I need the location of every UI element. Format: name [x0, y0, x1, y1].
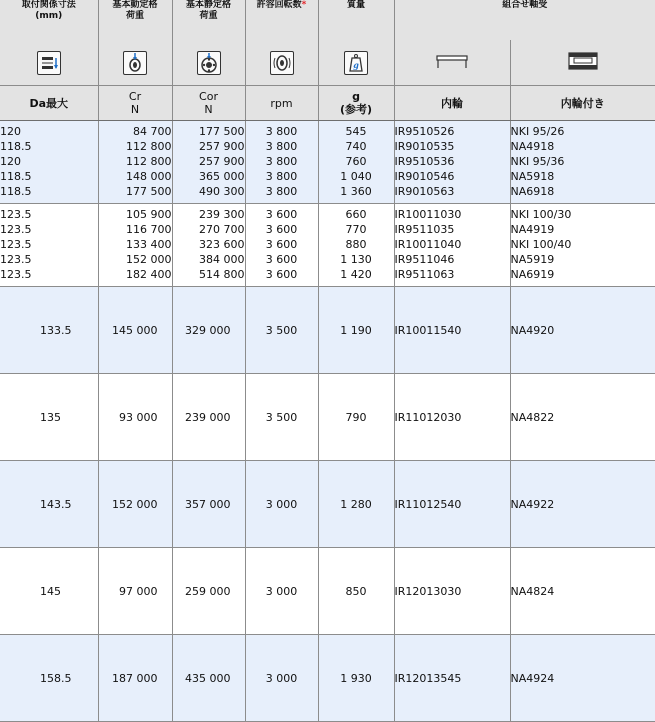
cell-speed: 3 800	[245, 139, 318, 154]
cell-cr: 177 500	[98, 184, 172, 204]
cell-speed: 3 800	[245, 121, 318, 140]
cell-mass: 1 040	[318, 169, 394, 184]
cell-cr: 84 700	[98, 121, 172, 140]
table-body	[0, 121, 655, 722]
cell-inner-ring: IR9510526	[394, 121, 510, 140]
cell-cor: 177 500	[172, 121, 245, 140]
unit-da-max: Da最大	[0, 86, 98, 121]
cell-mass: 760	[318, 154, 394, 169]
cell-cr: 152 000	[98, 252, 172, 267]
header-icon-cell-2	[98, 40, 172, 86]
cell-with-inner-ring: NKI 95/36	[510, 154, 655, 169]
cell-speed: 3 000	[245, 635, 318, 722]
header-speed: 許容回転数*	[245, 0, 318, 40]
header-icon-cell-1	[0, 40, 98, 86]
unit-mass: g (参考)	[318, 86, 394, 121]
cell-mass: 1 930	[318, 635, 394, 722]
cell-mass: 1 280	[318, 461, 394, 548]
table-row	[0, 204, 655, 223]
speed-icon	[270, 51, 294, 75]
cell-cr: 112 800	[98, 139, 172, 154]
table-header	[0, 0, 655, 121]
table-row	[0, 121, 655, 140]
table-row	[0, 169, 655, 184]
cell-inner-ring: IR11012030	[394, 374, 510, 461]
cell-inner-ring: IR10011540	[394, 287, 510, 374]
cell-with-inner-ring: NA4918	[510, 139, 655, 154]
table-row	[0, 267, 655, 287]
cell-speed: 3 000	[245, 461, 318, 548]
cell-da-max: 123.5	[0, 222, 98, 237]
table-row	[0, 461, 655, 548]
inner-ring-icon	[435, 52, 469, 74]
cell-cr: 133 400	[98, 237, 172, 252]
cell-with-inner-ring: NKI 100/30	[510, 204, 655, 223]
cell-cor: 239 000	[172, 374, 245, 461]
cell-speed: 3 800	[245, 169, 318, 184]
unit-inner-ring: 内輪	[394, 86, 510, 121]
cell-with-inner-ring: NA6918	[510, 184, 655, 204]
cell-with-inner-ring: NA6919	[510, 267, 655, 287]
cell-inner-ring: IR9010546	[394, 169, 510, 184]
header-mass: 質量	[318, 0, 394, 40]
cell-cor: 257 900	[172, 154, 245, 169]
cell-cor: 270 700	[172, 222, 245, 237]
table-row	[0, 252, 655, 267]
cell-da-max: 145	[0, 548, 98, 635]
cell-cor: 435 000	[172, 635, 245, 722]
cell-mass: 1 130	[318, 252, 394, 267]
cell-cor: 259 000	[172, 548, 245, 635]
cell-mass: 850	[318, 548, 394, 635]
cell-with-inner-ring: NA4920	[510, 287, 655, 374]
cell-inner-ring: IR11012540	[394, 461, 510, 548]
header-combined-bearing: 組合せ軸受	[394, 0, 655, 40]
cell-inner-ring: IR9511063	[394, 267, 510, 287]
cell-cor: 514 800	[172, 267, 245, 287]
table-row	[0, 374, 655, 461]
cell-da-max: 118.5	[0, 184, 98, 204]
unit-with-inner-ring: 内輪付き	[510, 86, 655, 121]
cell-mass: 740	[318, 139, 394, 154]
cell-cr: 145 000	[98, 287, 172, 374]
cell-speed: 3 600	[245, 237, 318, 252]
cell-with-inner-ring: NA4924	[510, 635, 655, 722]
cell-mass: 1 360	[318, 184, 394, 204]
bearing-with-inner-ring-icon	[566, 51, 600, 75]
cell-cr: 112 800	[98, 154, 172, 169]
cell-cor: 365 000	[172, 169, 245, 184]
svg-text:g: g	[353, 59, 359, 70]
cell-cor: 329 000	[172, 287, 245, 374]
cell-mass: 770	[318, 222, 394, 237]
cell-inner-ring: IR10011040	[394, 237, 510, 252]
cell-da-max: 123.5	[0, 252, 98, 267]
cell-cor: 357 000	[172, 461, 245, 548]
header-icon-cell-4	[245, 40, 318, 86]
header-icon-cell-5	[318, 40, 394, 86]
cell-da-max: 120	[0, 121, 98, 140]
cell-da-max: 123.5	[0, 204, 98, 223]
static-load-icon	[197, 51, 221, 75]
cell-with-inner-ring: NKI 100/40	[510, 237, 655, 252]
table-row	[0, 635, 655, 722]
cell-cr: 116 700	[98, 222, 172, 237]
cell-inner-ring: IR9010563	[394, 184, 510, 204]
cell-speed: 3 500	[245, 287, 318, 374]
cell-inner-ring: IR9511035	[394, 222, 510, 237]
header-static-load: 基本静定格 荷重	[172, 0, 245, 40]
cell-da-max: 123.5	[0, 267, 98, 287]
cell-cr: 182 400	[98, 267, 172, 287]
cell-inner-ring: IR12013545	[394, 635, 510, 722]
table-row	[0, 139, 655, 154]
cell-mass: 660	[318, 204, 394, 223]
cell-speed: 3 500	[245, 374, 318, 461]
header-mounting-dimension: 取付関係寸法 (mm)	[0, 0, 98, 40]
cell-speed: 3 800	[245, 184, 318, 204]
cell-speed: 3 600	[245, 267, 318, 287]
mass-icon	[344, 51, 368, 75]
cell-cr: 105 900	[98, 204, 172, 223]
dimension-icon	[37, 51, 61, 75]
cell-with-inner-ring: NA4919	[510, 222, 655, 237]
cell-with-inner-ring: NKI 95/26	[510, 121, 655, 140]
cell-cr: 148 000	[98, 169, 172, 184]
cell-speed: 3 800	[245, 154, 318, 169]
header-dynamic-load: 基本動定格 荷重	[98, 0, 172, 40]
unit-rpm: rpm	[245, 86, 318, 121]
dynamic-load-icon	[123, 51, 147, 75]
cell-da-max: 120	[0, 154, 98, 169]
table-row	[0, 237, 655, 252]
cell-cor: 384 000	[172, 252, 245, 267]
cell-cor: 490 300	[172, 184, 245, 204]
cell-inner-ring: IR12013030	[394, 548, 510, 635]
cell-inner-ring: IR9510536	[394, 154, 510, 169]
header-icon-cell-6	[394, 40, 510, 86]
cell-with-inner-ring: NA4822	[510, 374, 655, 461]
cell-da-max: 158.5	[0, 635, 98, 722]
cell-cr: 93 000	[98, 374, 172, 461]
cell-mass: 1 190	[318, 287, 394, 374]
cell-with-inner-ring: NA5919	[510, 252, 655, 267]
table-row	[0, 287, 655, 374]
cell-da-max: 118.5	[0, 139, 98, 154]
cell-da-max: 118.5	[0, 169, 98, 184]
cell-speed: 3 600	[245, 222, 318, 237]
table-row	[0, 184, 655, 204]
cell-speed: 3 000	[245, 548, 318, 635]
cell-cr: 97 000	[98, 548, 172, 635]
cell-inner-ring: IR9511046	[394, 252, 510, 267]
cell-inner-ring: IR9010535	[394, 139, 510, 154]
cell-mass: 880	[318, 237, 394, 252]
cell-mass: 790	[318, 374, 394, 461]
cell-mass: 1 420	[318, 267, 394, 287]
cell-inner-ring: IR10011030	[394, 204, 510, 223]
cell-da-max: 143.5	[0, 461, 98, 548]
header-icon-cell-7	[510, 40, 655, 86]
required-mark: *	[301, 0, 307, 10]
cell-da-max: 123.5	[0, 237, 98, 252]
cell-cor: 257 900	[172, 139, 245, 154]
cell-mass: 545	[318, 121, 394, 140]
cell-da-max: 135	[0, 374, 98, 461]
header-icon-cell-3	[172, 40, 245, 86]
table-row	[0, 222, 655, 237]
cell-with-inner-ring: NA4922	[510, 461, 655, 548]
table-row	[0, 154, 655, 169]
cell-cr: 152 000	[98, 461, 172, 548]
cell-cor: 239 300	[172, 204, 245, 223]
cell-with-inner-ring: NA4824	[510, 548, 655, 635]
unit-cr: Cr N	[98, 86, 172, 121]
cell-cr: 187 000	[98, 635, 172, 722]
unit-cor: Cor N	[172, 86, 245, 121]
table-row	[0, 548, 655, 635]
cell-speed: 3 600	[245, 204, 318, 223]
cell-da-max: 133.5	[0, 287, 98, 374]
cell-cor: 323 600	[172, 237, 245, 252]
cell-speed: 3 600	[245, 252, 318, 267]
cell-with-inner-ring: NA5918	[510, 169, 655, 184]
